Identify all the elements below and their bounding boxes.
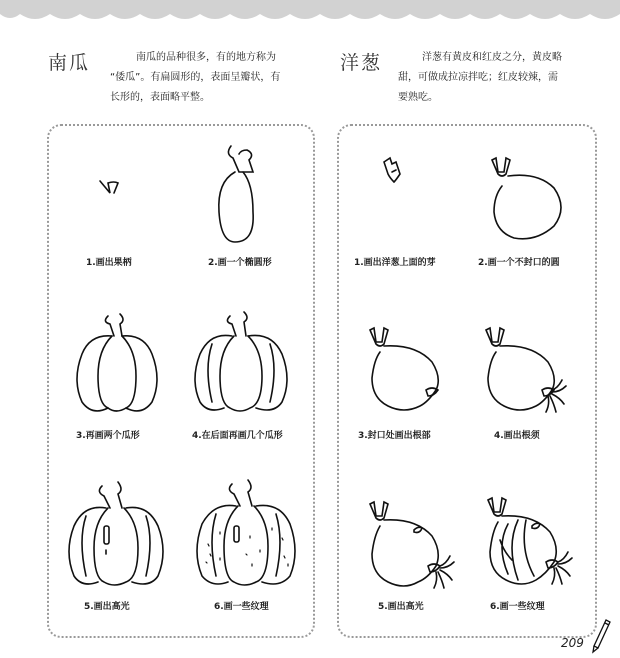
onion-step5-caption: 5.画出高光 [378,602,424,612]
pumpkin-intro-line: “倭瓜”。有扁圆形的，表面呈瓣状，有 [110,72,281,83]
pumpkin-step1-caption: 1.画出果柄 [86,258,132,268]
pumpkin-step4-caption: 4.在后面再画几个瓜形 [192,431,283,441]
pumpkin-step6-caption: 6.画一些纹理 [214,602,269,612]
pumpkin-step5-caption: 5.画出高光 [84,602,130,612]
pumpkin-step5-drawing [60,478,172,593]
onion-step3-caption: 3.封口处画出根部 [358,431,431,441]
onion-step6-drawing [478,490,578,600]
onion-intro-line: 甜，可做成拉凉拌吃；红皮较辣，需 [398,72,558,83]
onion-intro [398,48,598,108]
pumpkin-step3-drawing [62,310,172,420]
wave-border [0,0,620,26]
onion-step6-caption: 6.画一些纹理 [490,602,545,612]
pumpkin-step1-drawing [80,165,150,235]
pencil-icon [590,618,612,654]
pumpkin-step2-caption: 2.画一个椭圆形 [208,258,272,268]
onion-step1-drawing [370,150,430,200]
pumpkin-title: 南瓜 [48,52,91,74]
onion-title: 洋葱 [340,52,383,74]
onion-step2-caption: 2.画一个不封口的圆 [478,258,560,268]
pumpkin-intro-line: 南瓜的品种很多，有的地方称为 [136,52,276,63]
onion-step3-drawing [360,320,450,420]
onion-step4-caption: 4.画出根须 [494,431,540,441]
onion-step4-drawing [476,320,571,420]
onion-step1-caption: 1.画出洋葱上面的芽 [354,258,436,268]
pumpkin-step3-caption: 3.再画两个瓜形 [76,431,140,441]
pumpkin-step6-drawing [190,474,302,594]
pumpkin-step4-drawing [186,308,296,420]
pumpkin-intro-line: 长形的，表面略平整。 [110,92,210,103]
onion-step5-drawing [360,494,460,599]
pumpkin-step2-drawing [195,142,275,252]
page-number: 209 [561,636,584,650]
onion-step2-drawing [484,150,569,250]
onion-intro-line: 洋葱有黄皮和红皮之分，黄皮略 [422,52,562,63]
pumpkin-intro [110,48,320,108]
onion-intro-line: 要熟吃。 [398,92,438,103]
